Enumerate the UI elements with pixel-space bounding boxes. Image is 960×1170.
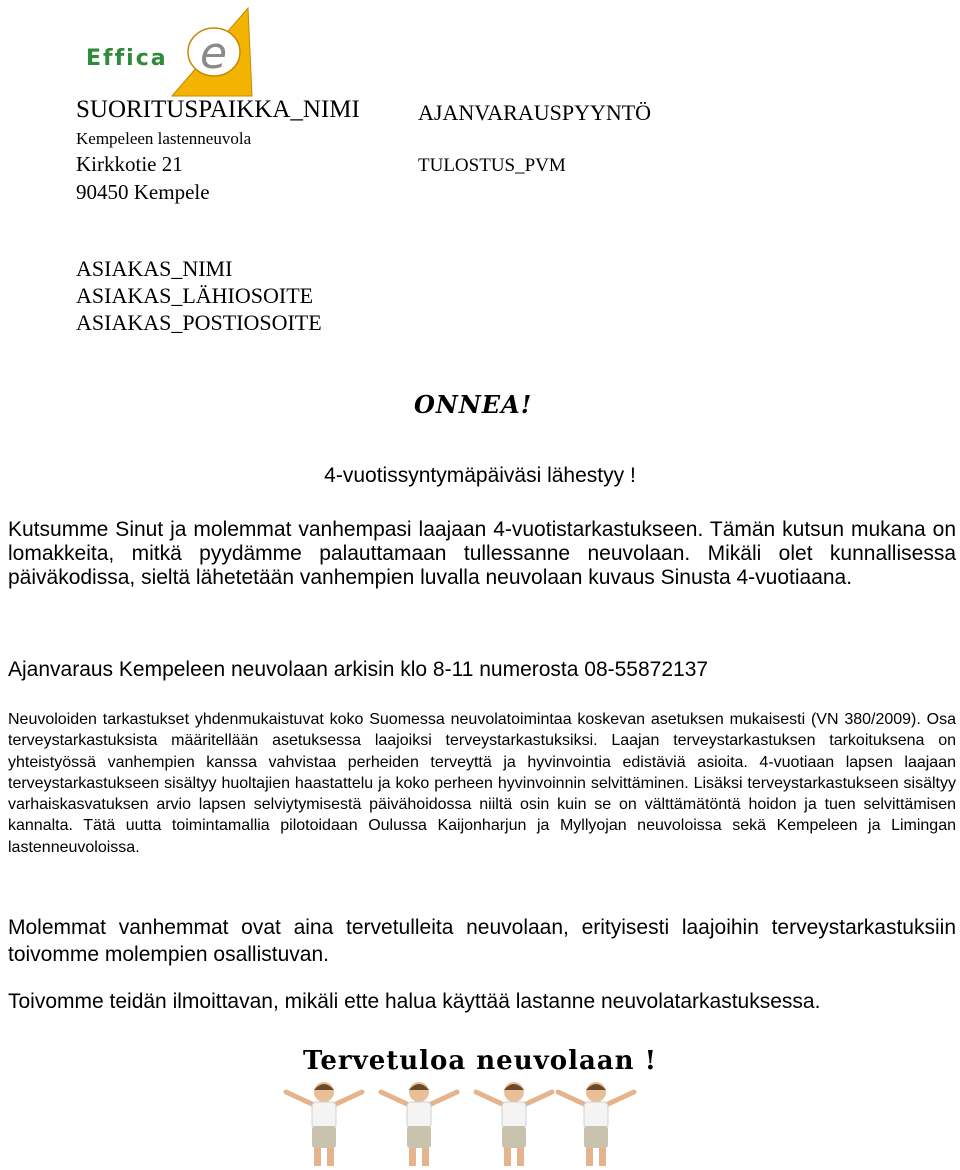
parents-paragraph: Molemmat vanhemmat ovat aina tervetulleita neuvolaan, erityisesti laajoihin terveystarkastuksiin toivomme molempien osallistuvan. xyxy=(8,916,956,966)
birthday-headline: 4-vuotissyntymäpäiväsi lähestyy ! xyxy=(324,464,636,487)
logo-text: Effica xyxy=(86,46,168,71)
invitation-paragraph: Kutsumme Sinut ja molemmat vanhempasi laajaan 4-vuotistarkastukseen. Tämän kutsun mukana on lomakkeita, mitkä pyydämme palauttamaan tullessanne neuvolaan. Mikäli olet kunnallisessa päiväkodissa, sieltä lähetetään vanhempien luvalla neuvolaan kuvaus Sinusta 4-vuotiaana. xyxy=(8,518,956,589)
child-figure xyxy=(476,1082,552,1166)
info-paragraph: Neuvoloiden tarkastukset yhdenmukaistuvat koko Suomessa neuvolatoimintaa koskevan asetuksen mukaisesti (VN 380/2009). Osa terveystarkastuksista määritellään asetuksessa laajoiksi terveystarkastuksiksi. Laajan terveystarkastuksen tarkoituksena on yhteistyössä vanhempien kanssa vahvistaa perheiden terveyttä ja hyvinvointia edistäviä asioita. 4-vuotiaan lapsen laajaan terveystarkastukseen sisältyy huoltajien haastattelu ja koko perheen hyvinvoinnin selvittäminen. Lisäksi terveystarkastukseen sisältyy varhaiskasvatuksen arvio lapsen selviytymisestä päivähoidossa niiltä osin kuin se on välttämätöntä hoidon ja tuen selvittämisen kannalta. Tätä uutta toimintamallia pilotoidaan Oulussa Kaijonharjun ja Myllyojan neuvoloissa sekä Kempeleen ja Limingan lastenneuvoloissa. xyxy=(8,711,956,856)
notify-paragraph: Toivomme teidän ilmoittavan, mikäli ette halua käyttää lastanne neuvolatarkastuksessa. xyxy=(8,990,821,1013)
logo-letter: e xyxy=(200,28,228,79)
document-type: AJANVARAUSPYYNTÖ xyxy=(418,100,652,125)
sender-name: SUORITUSPAIKKA_NIMI xyxy=(76,96,360,123)
child-figure xyxy=(381,1082,457,1166)
child-figure xyxy=(558,1082,634,1166)
appointment-paragraph: Ajanvaraus Kempeleen neuvolaan arkisin klo 8-11 numerosta 08-55872137 xyxy=(8,658,709,681)
sender-street: Kirkkotie 21 xyxy=(76,152,183,176)
print-date: TULOSTUS_PVM xyxy=(418,155,566,176)
sender-unit: Kempeleen lastenneuvola xyxy=(76,129,252,148)
cheering-children-icon xyxy=(276,1078,656,1170)
recipient-address: ASIAKAS_LÄHIOSOITE xyxy=(76,283,314,308)
congrats-heading: ONNEA! xyxy=(414,390,533,419)
welcome-heading: Tervetuloa neuvolaan ! xyxy=(302,1046,658,1076)
recipient-postal: ASIAKAS_POSTIOSOITE xyxy=(76,310,322,335)
sender-postal: 90450 Kempele xyxy=(76,180,210,204)
child-figure xyxy=(286,1082,362,1166)
recipient-name: ASIAKAS_NIMI xyxy=(76,256,233,281)
